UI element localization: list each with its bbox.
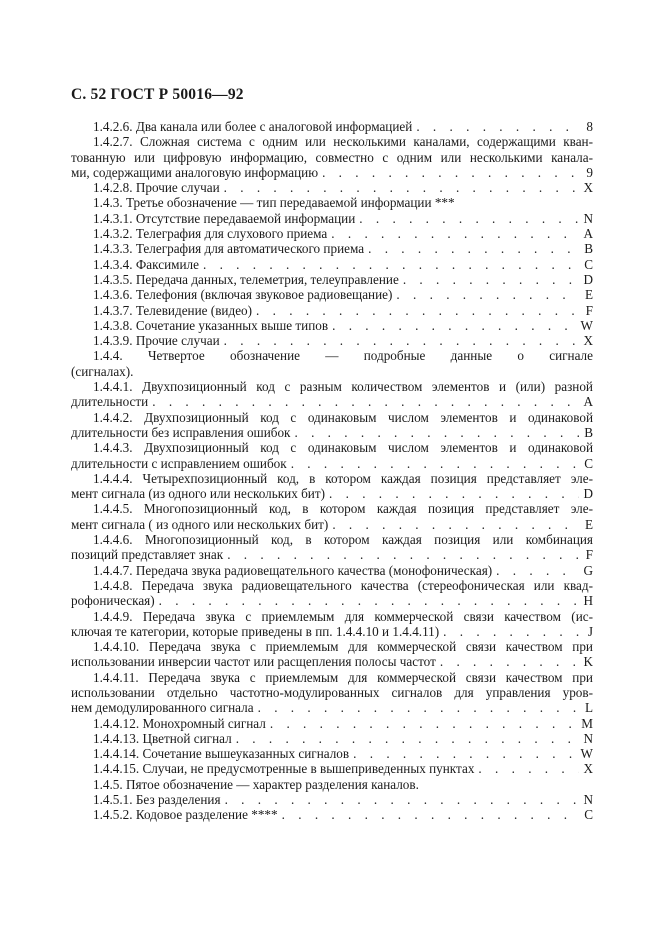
entry-text: 1.4.4.13. Цветной сигнал xyxy=(93,730,232,746)
entry-line xyxy=(71,211,593,226)
entry-line xyxy=(71,348,593,363)
entry-code: F xyxy=(585,302,593,318)
entry-code: L xyxy=(584,700,593,716)
entry-line xyxy=(71,685,593,700)
entry-text: 1.4.3.4. Факсимиле xyxy=(93,256,199,272)
list-item xyxy=(71,410,593,441)
entry-code: E xyxy=(584,287,593,303)
leader-dots xyxy=(256,303,579,318)
entry-text: 1.4.3.2. Телеграфия для слухового приема xyxy=(93,226,328,242)
list-item xyxy=(71,777,593,792)
leader-dots xyxy=(203,257,579,272)
entry-code: X xyxy=(583,761,593,777)
entry-code: M xyxy=(581,715,593,731)
list-item xyxy=(71,731,593,746)
list-item xyxy=(71,639,593,670)
list-item xyxy=(71,303,593,318)
entry-code: X xyxy=(583,180,593,196)
entry-code: 9 xyxy=(586,164,593,180)
list-item xyxy=(71,348,593,379)
list-item xyxy=(71,532,593,563)
page-header: С. 52 ГОСТ Р 50016—92 xyxy=(71,86,244,103)
entry-code: A xyxy=(583,226,593,242)
list-item xyxy=(71,670,593,716)
leader-dots xyxy=(236,731,579,746)
entry-text: 1.4.3.3. Телеграфия для автоматического приема xyxy=(93,241,365,257)
entry-line xyxy=(71,394,593,409)
entry-text: 1.4.2.7. Сложная система с одним или несколькими каналами, содержащими кван- xyxy=(93,134,593,150)
leader-dots xyxy=(294,425,579,440)
entry-text: 1.4.5. Пятое обозначение — характер разделения каналов. xyxy=(93,776,419,792)
entry-code: J xyxy=(587,623,593,639)
entry-text: 1.4.3.5. Передача данных, телеметрия, телеуправление xyxy=(93,271,399,287)
entry-line xyxy=(71,165,593,180)
list-item xyxy=(71,257,593,272)
entry-line xyxy=(71,716,593,731)
leader-dots xyxy=(353,746,576,761)
entry-line xyxy=(71,639,593,654)
leader-dots xyxy=(478,761,579,776)
list-item xyxy=(71,440,593,471)
entry-text: 1.4.3.7. Телевидение (видео) xyxy=(93,302,253,318)
entry-line xyxy=(71,654,593,669)
list-item xyxy=(71,746,593,761)
list-item xyxy=(71,318,593,333)
entry-text: нем демодулированного сигнала xyxy=(71,700,254,716)
entry-code: N xyxy=(583,210,593,226)
list-item xyxy=(71,241,593,256)
entry-line xyxy=(71,471,593,486)
entry-line xyxy=(71,456,593,471)
list-item xyxy=(71,563,593,578)
leader-dots xyxy=(403,272,579,287)
entry-code: F xyxy=(585,547,593,563)
document-body xyxy=(71,119,593,823)
entry-line xyxy=(71,624,593,639)
leader-dots xyxy=(331,226,579,241)
entry-code: C xyxy=(584,256,593,272)
entry-text: 1.4.4.3. Двухпозиционный код с одинаковым числом элементов и одинаковой xyxy=(93,440,593,456)
leader-dots xyxy=(224,333,579,348)
list-item xyxy=(71,226,593,241)
entry-text: мент сигнала (из одного или нескольких бит) xyxy=(71,486,326,502)
entry-line xyxy=(71,731,593,746)
leader-dots xyxy=(329,486,579,501)
list-item xyxy=(71,609,593,640)
entry-code: N xyxy=(583,730,593,746)
leader-dots xyxy=(282,807,579,822)
list-item xyxy=(71,211,593,226)
list-item xyxy=(71,333,593,348)
entry-text: 1.4.4.12. Монохромный сигнал xyxy=(93,715,266,731)
entry-line xyxy=(71,318,593,333)
entry-line xyxy=(71,609,593,624)
list-item xyxy=(71,195,593,210)
entry-code: H xyxy=(583,593,593,609)
entry-line xyxy=(71,501,593,516)
leader-dots xyxy=(332,318,576,333)
entry-code: B xyxy=(584,424,593,440)
entry-line xyxy=(71,700,593,715)
entry-text: мент сигнала ( из одного или нескольких бит) xyxy=(71,516,329,532)
leader-dots xyxy=(368,241,579,256)
entry-line xyxy=(71,119,593,134)
entry-line xyxy=(71,410,593,425)
entry-line xyxy=(71,226,593,241)
entry-text: 1.4.4.11. Передача звука с приемлемым для коммерческой связи качеством при xyxy=(93,669,593,685)
entry-line xyxy=(71,486,593,501)
list-item xyxy=(71,471,593,502)
entry-line xyxy=(71,517,593,532)
entry-code: D xyxy=(583,271,593,287)
list-item xyxy=(71,272,593,287)
list-item xyxy=(71,716,593,731)
entry-code: N xyxy=(583,792,593,808)
entry-line xyxy=(71,195,593,210)
list-item xyxy=(71,134,593,180)
entry-text: позиций представляет знак xyxy=(71,547,224,563)
entry-text: длительности с исправлением ошибок xyxy=(71,455,287,471)
entry-code: C xyxy=(584,807,593,823)
list-item xyxy=(71,180,593,195)
leader-dots xyxy=(443,624,579,639)
entry-text: ми, содержащими аналоговую информацию xyxy=(71,164,319,180)
leader-dots xyxy=(159,593,579,608)
entry-code: A xyxy=(583,394,593,410)
entry-line xyxy=(71,670,593,685)
entry-line xyxy=(71,134,593,149)
leader-dots xyxy=(332,517,579,532)
entry-code: B xyxy=(584,241,593,257)
list-item xyxy=(71,761,593,776)
leader-dots xyxy=(291,456,579,471)
entry-text: тованную или цифровую информацию, совместно с одним или несколькими канала- xyxy=(71,149,593,165)
entry-line xyxy=(71,777,593,792)
leader-dots xyxy=(359,211,579,226)
entry-text: 1.4.3. Третье обозначение — тип передаваемой информации *** xyxy=(93,195,455,211)
entry-line xyxy=(71,440,593,455)
entry-line xyxy=(71,563,593,578)
entry-line xyxy=(71,792,593,807)
entry-line xyxy=(71,241,593,256)
entry-text: 1.4.4. Четвертое обозначение — подробные данные о сигнале xyxy=(93,348,593,364)
leader-dots xyxy=(225,792,579,807)
entry-text: 1.4.2.6. Два канала или более с аналоговой информацией xyxy=(93,119,413,134)
entry-text: длительности xyxy=(71,394,149,410)
entry-text: 1.4.4.1. Двухпозиционный код с разным количеством элементов и (или) разной xyxy=(93,379,593,395)
entry-code: W xyxy=(580,317,593,333)
entry-line xyxy=(71,303,593,318)
entry-text: ключая те категории, которые приведены в пп. 1.4.4.10 и 1.4.4.11) xyxy=(71,623,440,639)
entry-line xyxy=(71,150,593,165)
leader-dots xyxy=(440,654,579,669)
entry-code: C xyxy=(584,455,593,471)
entry-text: 1.4.4.10. Передача звука с приемлемым для коммерческой связи качеством при xyxy=(93,639,593,655)
entry-text: 1.4.4.6. Многопозиционный код, в котором каждая позиция или комбинация xyxy=(93,532,593,548)
entry-code: 8 xyxy=(586,119,593,134)
entry-text: (сигналах). xyxy=(71,363,134,379)
entry-line xyxy=(71,807,593,822)
entry-code: X xyxy=(583,333,593,349)
leader-dots xyxy=(270,716,577,731)
entry-line xyxy=(71,532,593,547)
entry-line xyxy=(71,761,593,776)
entry-line xyxy=(71,379,593,394)
entry-text: 1.4.4.14. Сочетание вышеуказанных сигналов xyxy=(93,746,350,762)
entry-text: 1.4.4.2. Двухпозиционный код с одинаковым числом элементов и одинаковой xyxy=(93,409,593,425)
leader-dots xyxy=(396,287,579,302)
entry-text: 1.4.2.8. Прочие случаи xyxy=(93,180,220,196)
leader-dots xyxy=(152,394,579,409)
leader-dots xyxy=(416,119,579,134)
entry-text: 1.4.4.15. Случаи, не предусмотренные в вышеприведенных пунктах xyxy=(93,761,475,777)
leader-dots xyxy=(227,547,579,562)
entry-text: 1.4.4.5. Многопозиционный код, в котором каждая позиция представляет эле- xyxy=(93,501,593,517)
entry-text: 1.4.3.6. Телефония (включая звуковое радиовещание) xyxy=(93,287,393,303)
leader-dots xyxy=(322,165,579,180)
entry-text: 1.4.4.4. Четырехпозиционный код, в котором каждая позиция представляет эле- xyxy=(93,470,593,486)
list-item xyxy=(71,792,593,807)
entry-code: G xyxy=(583,562,593,578)
entry-text: длительности без исправления ошибок xyxy=(71,424,291,440)
entry-line xyxy=(71,364,593,379)
entry-line xyxy=(71,272,593,287)
entry-line xyxy=(71,425,593,440)
entry-text: использовании отдельно частотно-модулированных сигналов для управления уров- xyxy=(71,684,593,700)
entry-line xyxy=(71,180,593,195)
entry-line xyxy=(71,333,593,348)
leader-dots xyxy=(496,563,579,578)
entry-text: 1.4.4.7. Передача звука радиовещательного качества (монофоническая) xyxy=(93,562,493,578)
entry-text: 1.4.4.8. Передача звука радиовещательного качества (стереофоническая или квад- xyxy=(93,577,593,593)
entry-code: D xyxy=(583,486,593,502)
list-item xyxy=(71,578,593,609)
entry-line xyxy=(71,593,593,608)
list-item xyxy=(71,501,593,532)
entry-code: K xyxy=(583,654,593,670)
entry-text: 1.4.3.1. Отсутствие передаваемой информации xyxy=(93,210,356,226)
entry-line xyxy=(71,287,593,302)
entry-line xyxy=(71,578,593,593)
entry-text: 1.4.4.9. Передача звука с приемлемым для коммерческой связи качеством (ис- xyxy=(93,608,593,624)
list-item xyxy=(71,807,593,822)
leader-dots xyxy=(258,700,579,715)
entry-line xyxy=(71,257,593,272)
entry-text: рофоническая) xyxy=(71,593,155,609)
list-item xyxy=(71,379,593,410)
list-item xyxy=(71,119,593,134)
entry-text: 1.4.5.2. Кодовое разделение **** xyxy=(93,807,278,823)
entry-line xyxy=(71,547,593,562)
entry-text: 1.4.5.1. Без разделения xyxy=(93,792,221,808)
entry-line xyxy=(71,746,593,761)
entry-code: W xyxy=(580,746,593,762)
entry-text: 1.4.3.8. Сочетание указанных выше типов xyxy=(93,317,329,333)
entry-text: использовании инверсии частот или расщепления полосы частот xyxy=(71,654,436,670)
entry-code: E xyxy=(584,516,593,532)
leader-dots xyxy=(224,180,579,195)
entry-text: 1.4.3.9. Прочие случаи xyxy=(93,333,220,349)
list-item xyxy=(71,287,593,302)
